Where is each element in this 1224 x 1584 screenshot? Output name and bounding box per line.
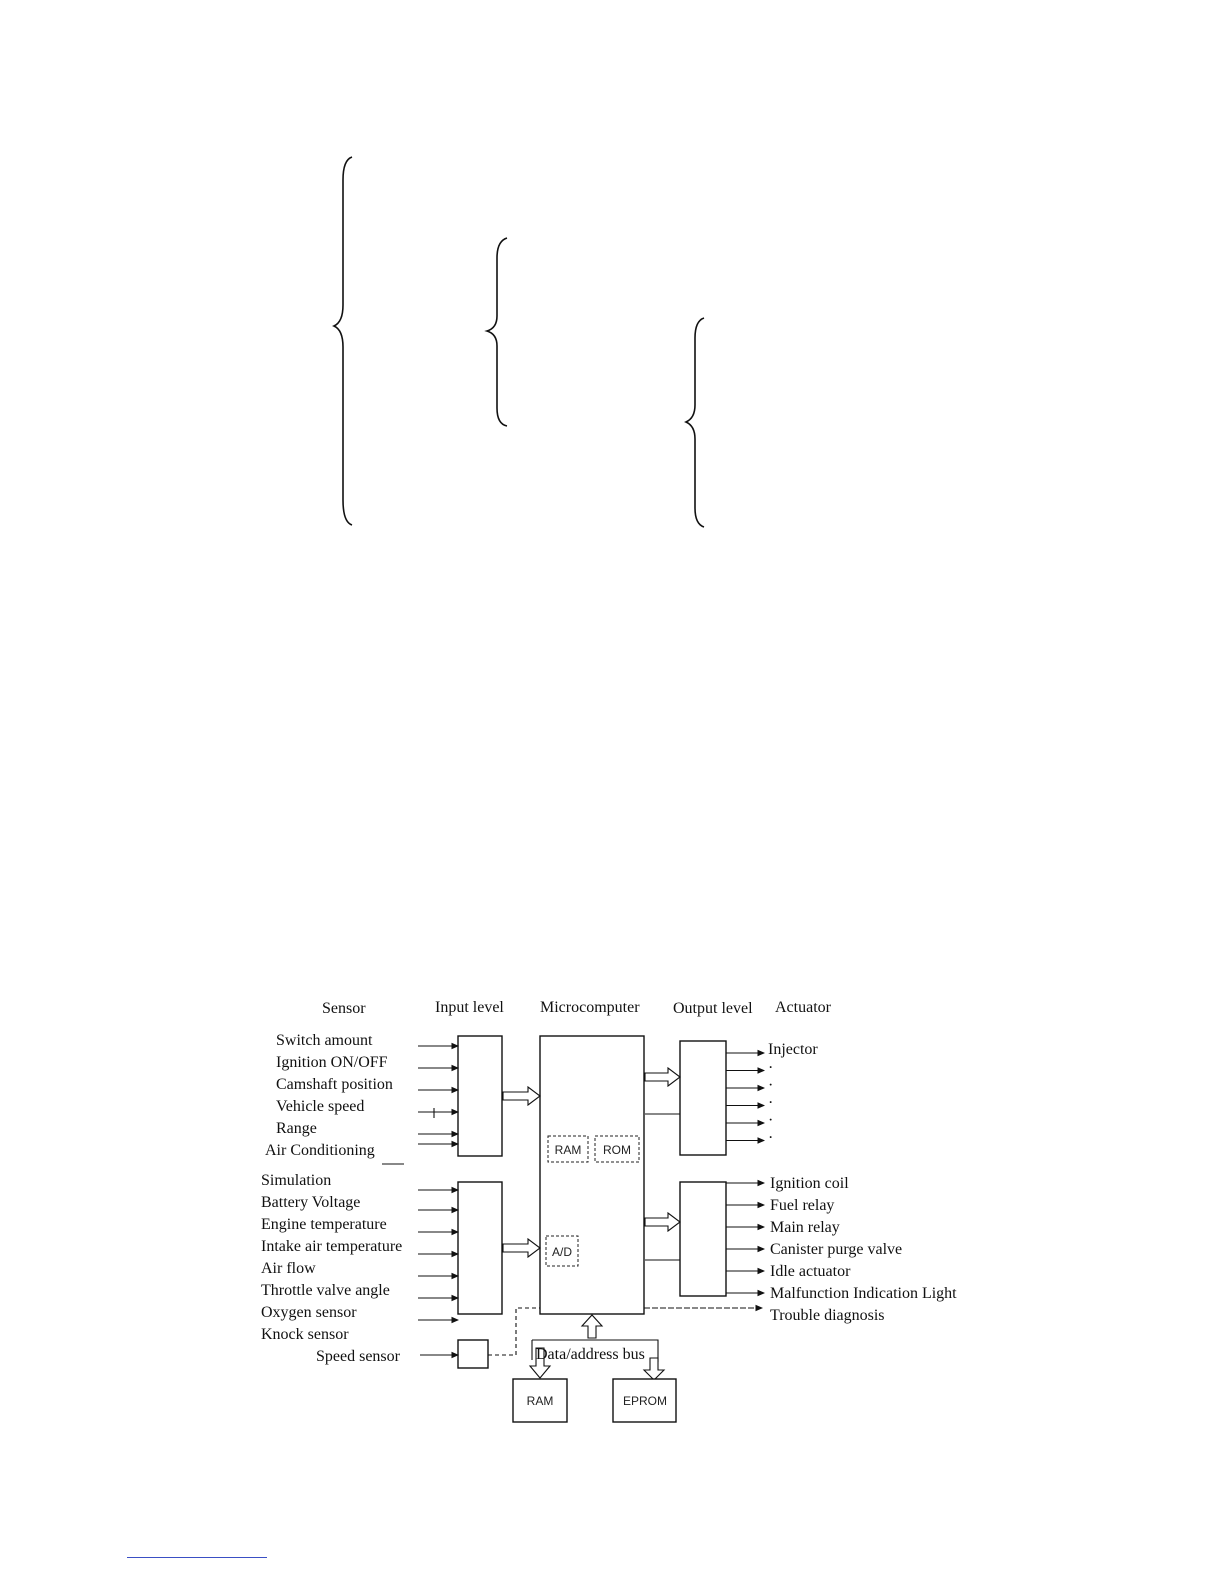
switch-input-label: Camshaft position [276,1076,393,1093]
analog-input-label: Throttle valve angle [261,1282,390,1299]
output-level-box-lower [680,1182,726,1296]
lower-output-label: Idle actuator [770,1263,851,1280]
lower-output-label: Fuel relay [770,1197,835,1214]
analog-input-label: Knock sensor [261,1326,349,1343]
upper-output-dot: · [768,1112,774,1129]
injector-label: Injector [768,1041,818,1058]
analog-input-label: Intake air temperature [261,1238,403,1255]
switch-input-group [265,1032,458,1159]
switch-input-label: Range [276,1120,317,1137]
internal-ram-label: RAM [554,1143,582,1157]
analog-input-label: Engine temperature [261,1216,387,1233]
header-microcomputer: Microcomputer [540,999,640,1016]
eprom-chip-label: EPROM [622,1394,668,1408]
input-level-box-analog [458,1182,502,1314]
analog-input-group [261,1172,458,1343]
arrow-input-to-micro-lower [503,1239,540,1257]
lower-output-label: Trouble diagnosis [770,1307,885,1324]
input-level-box-speed [458,1340,488,1368]
lower-output-label: Malfunction Indication Light [770,1285,957,1302]
bus-arrow-up [582,1315,602,1338]
header-sensor: Sensor [322,1000,366,1017]
header-input-level: Input level [435,999,504,1016]
lower-output-label: Canister purge valve [770,1241,903,1258]
upper-output-dot: · [768,1129,774,1147]
header-actuator: Actuator [775,999,831,1016]
analog-input-label: Battery Voltage [261,1194,361,1211]
upper-output-dot: · [768,1059,774,1077]
bus-label: Data/address bus [536,1346,645,1363]
switch-input-label: Ignition ON/OFF [276,1054,388,1071]
ram-chip-label: RAM [526,1394,554,1408]
microcomputer-box [540,1036,644,1314]
output-level-box-upper [680,1041,726,1155]
lower-output-label: Main relay [770,1219,840,1236]
footnote-separator [127,1557,267,1558]
lower-output-label: Ignition coil [770,1175,849,1192]
lower-output-group [726,1175,957,1324]
switch-input-label: Air Conditioning [265,1142,375,1159]
arrow-micro-to-output-lower [645,1213,680,1231]
upper-output-dot: · [768,1077,774,1094]
input-level-box-switch [458,1036,502,1156]
analog-input-label: Oxygen sensor [261,1304,357,1321]
upper-output-dot: · [768,1094,774,1112]
switch-input-label: Switch amount [276,1032,373,1049]
arrow-input-to-micro-upper [503,1087,540,1105]
speed-sensor-label: Speed sensor [316,1348,400,1365]
upper-output-group [726,1041,818,1147]
bus-arrow-eprom [644,1358,664,1380]
internal-rom-label: ROM [603,1143,631,1157]
header-output-level: Output level [673,1000,753,1017]
analog-input-label: Simulation [261,1172,332,1189]
arrow-micro-to-output-upper [645,1068,680,1086]
switch-input-label: Vehicle speed [276,1098,365,1115]
ad-converter-label: A/D [551,1245,573,1259]
analog-input-label: Air flow [261,1260,316,1277]
